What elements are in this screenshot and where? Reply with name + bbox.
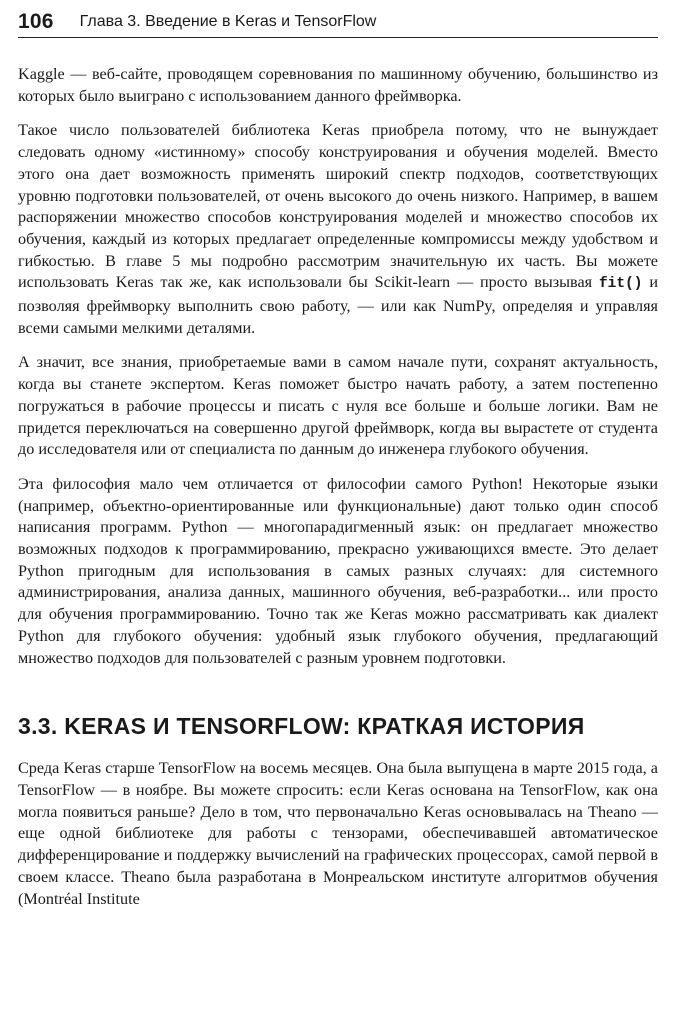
running-title: Глава 3. Введение в Keras и TensorFlow	[79, 13, 377, 30]
paragraph-2-tail: и позволяя фреймворку выполнить свою работу, — или как NumPy, определяя и управляя всеми самыми мелкими деталями.	[18, 273, 658, 337]
paragraph-2-text: Такое число пользователей библиотека Keras приобрела потому, что не вынуждает следовать одному «истинному» способу конструирования и обучения моделей. Вместо этого она дает возможность применять широкий спектр подходов, соответствующих уровню подготовки пользователей, от очень высокого до очень низкого. Например, в вашем распоряжении множество способов конструирования моделей и множество способов их обучения, каждый из которых предлагает определенные компромиссы между удобством и гибкостью. В главе 5 мы подробно рассмотрим значительную их часть. Вы можете использовать Keras так же, как использовали бы Scikit-learn — просто вызывая	[18, 121, 658, 292]
page-number: 106	[18, 10, 54, 33]
section-heading: 3.3. KERAS И TENSORFLOW: КРАТКАЯ ИСТОРИЯ	[18, 713, 585, 740]
paragraph-3: А значит, все знания, приобретаемые вами в самом начале пути, сохранят актуальность, когда вы станете экспертом. Keras поможет быстро начать работу, а затем постепенно погружаться в рабочие процессы и писать с нуля все больше и больше логики. Вам не придется переключаться на совершенно другой фреймворк, когда вы вырастете от студента до исследователя или от специалиста по данным до инженера глубокого обучения.	[18, 353, 658, 459]
page-body	[18, 64, 658, 910]
section-paragraph: Среда Keras старше TensorFlow на восемь месяцев. Она была выпущена в марте 2015 года, а TensorFlow — в ноябре. Вы можете спросить: если Keras основана на TensorFlow, как она могла появиться раньше? Дело в том, что первоначально Keras основывалась на Theano — еще одной библиотеке для работы с тензорами, обеспечивавшей автоматическое дифференцирование и поддержку вычислений на графических процессорах, самой первой в своем классе. Theano была разработана в Монреальском институте алгоритмов обучения (Montréal Institute	[18, 759, 658, 908]
inline-code: fit()	[598, 276, 643, 293]
paragraph-2	[18, 120, 658, 339]
paragraph-1: Kaggle — веб-сайте, проводящем соревнования по машинному обучению, большинство из которых было выиграно с использованием данного фреймворка.	[18, 65, 658, 105]
paragraph-4: Эта философия мало чем отличается от философии самого Python! Некоторые языки (например, объектно-ориентированные или функциональные) дают только один способ написания программ. Python — многопарадигменный язык: он предлагает множество возможных подходов к программированию, прекрасно уживающихся вместе. Это делает Python пригодным для использования в самых разных случаях: для системного администрирования, анализа данных, машинного обучения, веб-разработки... или просто для обучения программированию. Точно так же Keras можно рассматривать как диалект Python для глубокого обучения: удобный язык глубокого обучения, предлагающий множество подходов для пользователей с разным уровнем подготовки.	[18, 474, 658, 667]
running-header	[18, 8, 658, 38]
